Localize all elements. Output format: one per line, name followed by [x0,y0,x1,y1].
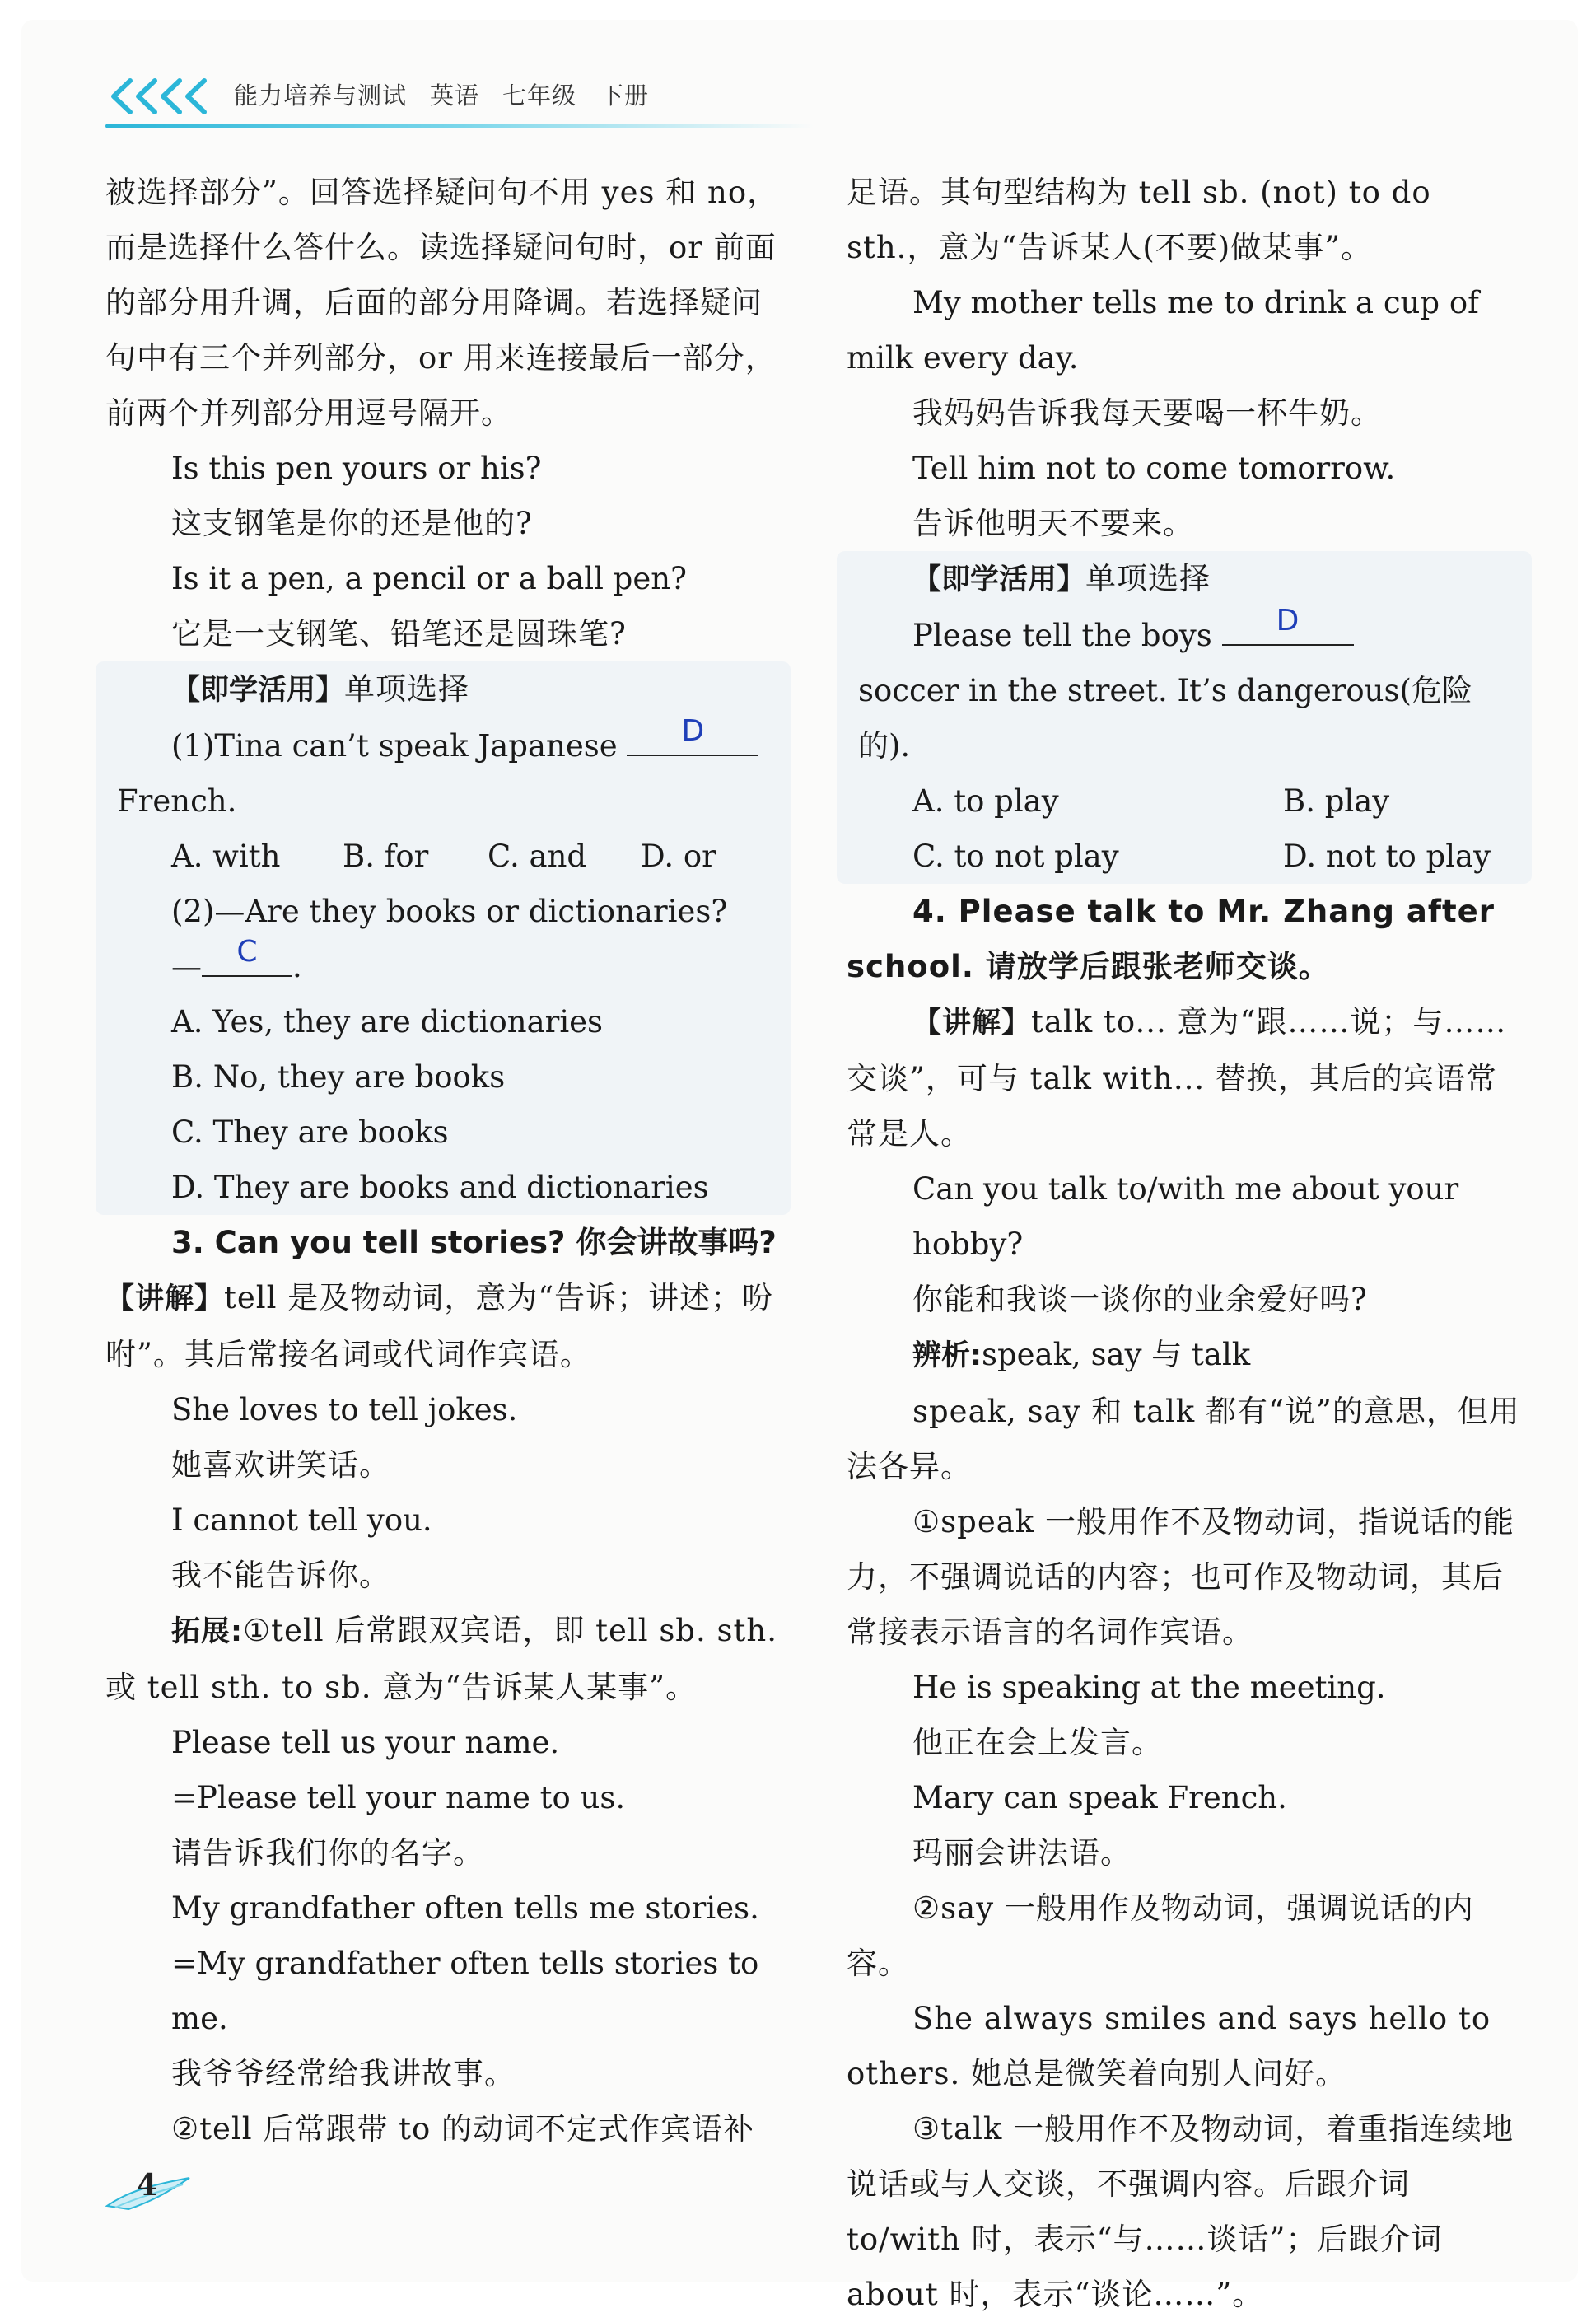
right-column [847,165,1522,2322]
option[interactable]: B. No, they are books [171,1059,506,1095]
example-en: Mary can speak French. [912,1780,1287,1815]
header-underline [105,124,814,128]
page-number [104,2166,194,2216]
option[interactable]: A. to play [912,783,1059,819]
answer-blank[interactable] [627,714,758,756]
example-en: Tell him not to come tomorrow. [912,451,1396,486]
example-en: My mother tells me to drink a cup of milk every day. [847,285,1479,376]
page-number-text: 4 [137,2168,158,2203]
option[interactable]: B. for [343,839,429,874]
example-en: Please tell us your name. [171,1725,560,1760]
example-en: Can you talk to/with me about your hobby? [912,1171,1459,1262]
example-en: Is it a pen, a pencil or a ball pen? [171,561,687,596]
example-en: Is this pen yours or his? [171,451,542,486]
question-stem-cont: soccer in the street. It’s dangerous(危险的). [858,673,1472,764]
paragraph: ②say 一般用作及物动词，强调说话的内容。 [847,1890,1474,1981]
option[interactable]: C. They are books [171,1114,449,1150]
option[interactable]: C. and [488,839,587,874]
answer-blank[interactable] [202,935,292,977]
example-en: My grandfather often tells me stories. [171,1890,759,1926]
practice-title: 单项选择 [344,671,470,707]
example-en: =Please tell your name to us. [171,1780,626,1815]
practice-box [837,551,1532,884]
explain-tag: 【讲解】 [912,1007,1032,1040]
options-row [105,829,781,884]
question-1 [105,714,781,773]
left-column [105,165,781,2156]
header-book: 能力培养与测试 [234,82,408,110]
example-en: I cannot tell you. [171,1502,432,1538]
example-zh: 这支钢笔是你的还是他的? [171,506,533,541]
option[interactable]: C. to not play [912,839,1119,874]
distinction-title: speak, say 与 talk [982,1337,1251,1372]
explanation [105,1270,781,1382]
practice-title: 单项选择 [1085,561,1211,596]
option[interactable]: D. They are books and dictionaries [171,1170,709,1205]
paragraph: 足语。其句型结构为 tell sb. (not) to do sth.，意为“告诉某人(不要)做某事”。 [847,175,1431,265]
example-zh: 玛丽会讲法语。 [912,1835,1132,1871]
section-4-title: 4. Please talk to Mr. Zhang after school. 请放学后跟张老师交谈。 [847,894,1496,984]
dash: — [171,949,202,984]
example-zh: 我妈妈告诉我每天要喝一杯牛奶。 [912,395,1382,431]
section-3-title: 3. Can you tell stories? 你会讲故事吗? [171,1225,777,1260]
example-zh: 她喜欢讲笑话。 [171,1447,390,1483]
example-en: She loves to tell jokes. [171,1392,518,1427]
extension [105,1603,781,1715]
example: She always smiles and says hello to others. 她总是微笑着向别人问好。 [847,2001,1491,2091]
paragraph: 被选择部分”。回答选择疑问句不用 yes 和 no，而是选择什么答什么。读选择疑问句时，or 前面的部分用升调，后面的部分用降调。若选择疑问句中有三个并列部分，or 用来连接最后一部分，前两个并列部分用逗号隔开。 [105,175,779,431]
option[interactable]: D. not to play [1283,839,1491,874]
practice-tag: 【即学活用】 [171,674,345,707]
example-zh: 你能和我谈一谈你的业余爱好吗? [912,1282,1368,1317]
distinction [847,1327,1522,1384]
extension-text: ②tell 后常跟带 to 的动词不定式作宾语补 [171,2111,755,2147]
header-volume: 下册 [600,82,650,110]
options-row [847,773,1522,829]
answer-line: — C . [105,939,781,994]
practice-tag: 【即学活用】 [912,563,1086,596]
options-row [847,829,1522,884]
question-stem: (1)Tina can’t speak Japanese [171,728,618,764]
paragraph: ③talk 一般用作不及物动词，着重指连续地说话或与人交谈，不强调内容。后跟介词 to/with 时，表示“与……谈话”；后跟介词 about 时，表示“谈论……”。 [847,2111,1514,2312]
option[interactable]: D. or [641,839,716,874]
extension-tag: 拓展: [171,1615,243,1648]
option[interactable]: B. play [1283,783,1390,819]
example-zh: 我不能告诉你。 [171,1558,390,1593]
header-subject: 英语 [430,82,480,110]
paragraph: speak, say 和 talk 都有“说”的意思，但用法各异。 [847,1394,1520,1484]
chevron-left-icon [105,76,221,117]
example-zh: 它是一支钢笔、铅笔还是圆珠笔? [171,616,627,652]
paragraph: ①speak 一般用作不及物动词，指说话的能力，不强调说话的内容；也可作及物动词，其后常接表示语言的名词作宾语。 [847,1504,1514,1650]
practice-box [96,661,791,1215]
answer-blank[interactable] [1222,604,1354,646]
explanation [847,994,1522,1161]
example-en: He is speaking at the meeting. [912,1670,1386,1705]
extension-text: ①tell 后常跟双宾语，即 tell sb. sth. 或 tell sth. to sb. 意为“告诉某人某事”。 [105,1613,777,1705]
header-title [234,77,672,111]
example-zh: 他正在会上发言。 [912,1725,1163,1760]
explain-tag: 【讲解】 [105,1282,225,1315]
example-en: =My grandfather often tells stories to me. [171,1946,759,2036]
question [847,604,1522,663]
question-stem: Please tell the boys [912,618,1212,653]
page-header [105,69,1497,127]
header-grade: 七年级 [502,82,577,110]
option[interactable]: A. with [171,839,281,874]
answer: D [681,714,705,748]
question-stem-cont: French. [117,783,237,819]
example-zh: 请告诉我们你的名字。 [171,1835,484,1871]
example-zh: 我爷爷经常给我讲故事。 [171,2056,516,2091]
option[interactable]: A. Yes, they are dictionaries [171,1004,604,1040]
answer: D [1276,604,1300,638]
answer: C [236,935,258,969]
distinction-tag: 辨析: [912,1339,982,1372]
question-2: (2)—Are they books or dictionaries? [171,894,728,929]
example-zh: 告诉他明天不要来。 [912,506,1194,541]
explain-text: tell 是及物动词，意为“告诉；讲述；吩咐”。其后常接名词或代词作宾语。 [105,1280,774,1372]
explain-text: talk to... 意为“跟……说；与……交谈”，可与 talk with... 替换，其后的宾语常常是人。 [847,1004,1507,1152]
